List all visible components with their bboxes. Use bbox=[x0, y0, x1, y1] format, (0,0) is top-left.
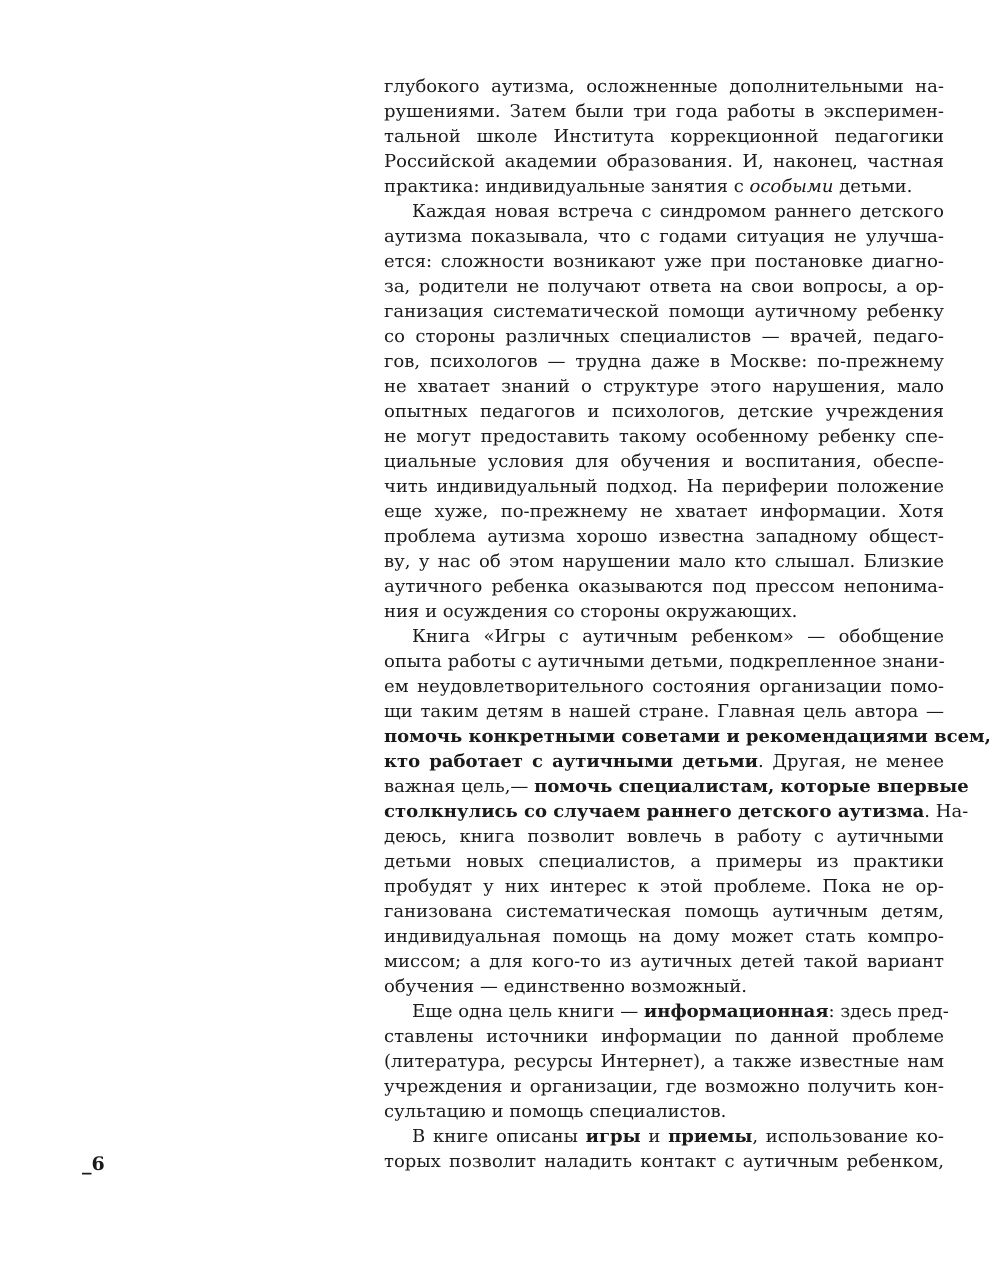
text-line bbox=[384, 249, 944, 274]
text-segment: сультацию и помощь специалистов. bbox=[384, 1101, 727, 1122]
text-line bbox=[384, 624, 944, 649]
text-line bbox=[384, 774, 969, 799]
text-segment: индивидуальная помощь на дому может стать компро- bbox=[384, 926, 944, 947]
paragraph bbox=[384, 74, 944, 199]
text-segment: ем неудовлетворительного состояния организации помо- bbox=[384, 676, 944, 697]
text-segment: : здесь пред- bbox=[828, 1001, 949, 1022]
text-line bbox=[384, 524, 944, 549]
text-line bbox=[384, 174, 944, 199]
text-line bbox=[384, 124, 944, 149]
text-line bbox=[384, 1149, 944, 1174]
text-line bbox=[384, 599, 944, 624]
text-segment: важная цель,— bbox=[384, 776, 535, 797]
bold-text: помочь специалистам, которые впервые bbox=[534, 776, 969, 797]
text-line bbox=[384, 974, 944, 999]
text-line bbox=[384, 374, 944, 399]
text-line bbox=[384, 399, 944, 424]
text-segment: торых позволит наладить контакт с аутичным ребенком, bbox=[384, 1151, 944, 1172]
text-segment: , использование ко- bbox=[752, 1126, 945, 1147]
text-segment: обучения — единственно возможный. bbox=[384, 976, 747, 997]
text-line bbox=[384, 224, 944, 249]
text-segment: . Другая, не менее bbox=[758, 751, 944, 772]
text-line bbox=[384, 849, 944, 874]
text-line bbox=[384, 149, 944, 174]
text-line bbox=[384, 499, 944, 524]
text-segment: циальные условия для обучения и воспитания, обеспе- bbox=[384, 451, 944, 472]
text-segment: детьми новых специалистов, а примеры из практики bbox=[384, 851, 944, 872]
text-segment: Каждая новая встреча с синдромом раннего детского bbox=[412, 201, 944, 222]
text-segment: деюсь, книга позволит вовлечь в работу с аутичными bbox=[384, 826, 944, 847]
text-segment: глубокого аутизма, осложненные дополнительными на- bbox=[384, 76, 944, 97]
text-segment: ганизована систематическая помощь аутичным детям, bbox=[384, 901, 944, 922]
text-segment: со стороны различных специалистов — врачей, педаго- bbox=[384, 326, 944, 347]
text-line bbox=[384, 874, 944, 899]
text-line bbox=[384, 424, 944, 449]
text-segment: миссом; а для кого-то из аутичных детей такой вариант bbox=[384, 951, 944, 972]
text-segment: . На- bbox=[924, 801, 969, 822]
page-number: _6 bbox=[82, 1153, 105, 1175]
body-text bbox=[384, 74, 991, 1174]
text-segment: ганизация систематической помощи аутичному ребенку bbox=[384, 301, 944, 322]
text-line bbox=[384, 699, 944, 724]
text-segment: Российской академии образования. И, наконец, частная bbox=[384, 151, 944, 172]
text-segment: рушениями. Затем были три года работы в эксперимен- bbox=[384, 101, 944, 122]
text-line bbox=[384, 724, 991, 749]
bold-text: столкнулись со случаем раннего детского аутизма bbox=[384, 801, 925, 822]
text-line bbox=[384, 449, 944, 474]
text-line bbox=[384, 299, 944, 324]
italic-text: особыми bbox=[749, 176, 834, 197]
text-line bbox=[384, 274, 944, 299]
text-segment: ния и осуждения со стороны окружающих. bbox=[384, 601, 798, 622]
text-segment: проблема аутизма хорошо известна западному общест- bbox=[384, 526, 944, 547]
text-line bbox=[384, 99, 944, 124]
text-segment: опыта работы с аутичными детьми, подкрепленное знани- bbox=[384, 651, 945, 672]
text-segment: Книга «Игры с аутичным ребенком» — обобщение bbox=[412, 626, 944, 647]
text-line bbox=[384, 74, 944, 99]
text-segment: детьми. bbox=[833, 176, 913, 197]
text-line bbox=[384, 999, 949, 1024]
text-line bbox=[384, 799, 969, 824]
text-line bbox=[384, 824, 944, 849]
text-line bbox=[384, 199, 944, 224]
text-segment: (литература, ресурсы Интернет), а также известные нам bbox=[384, 1051, 944, 1072]
text-segment: ву, у нас об этом нарушении мало кто слышал. Близкие bbox=[384, 551, 944, 572]
text-line bbox=[384, 574, 944, 599]
text-line bbox=[384, 1124, 944, 1149]
text-line bbox=[384, 474, 944, 499]
text-segment: пробудят у них интерес к этой проблеме. Пока не ор- bbox=[384, 876, 944, 897]
bold-text: кто работает с аутичными детьми bbox=[384, 751, 759, 772]
text-line bbox=[384, 649, 944, 674]
text-line bbox=[384, 324, 944, 349]
text-segment: учреждения и организации, где возможно получить кон- bbox=[384, 1076, 944, 1097]
text-line bbox=[384, 924, 944, 949]
text-line bbox=[384, 549, 944, 574]
text-segment: Еще одна цель книги — bbox=[412, 1001, 644, 1022]
text-line bbox=[384, 1074, 944, 1099]
text-segment: аутизма показывала, что с годами ситуация не улучша- bbox=[384, 226, 944, 247]
text-segment: еще хуже, по-прежнему не хватает информации. Хотя bbox=[384, 501, 944, 522]
text-segment: тальной школе Института коррекционной педагогики bbox=[384, 126, 944, 147]
text-segment: за, родители не получают ответа на свои вопросы, а ор- bbox=[384, 276, 944, 297]
text-segment: щи таким детям в нашей стране. Главная цель автора — bbox=[384, 701, 944, 722]
bold-text: игры bbox=[585, 1126, 641, 1147]
text-segment: и bbox=[640, 1126, 669, 1147]
paragraph bbox=[384, 624, 991, 999]
text-line bbox=[384, 349, 944, 374]
text-segment: практика: индивидуальные занятия с bbox=[384, 176, 750, 197]
paragraph bbox=[384, 999, 949, 1124]
text-segment: аутичного ребенка оказываются под прессом непонима- bbox=[384, 576, 944, 597]
text-segment: гов, психологов — трудна даже в Москве: по-прежнему bbox=[384, 351, 944, 372]
text-segment: опытных педагогов и психологов, детские учреждения bbox=[384, 401, 944, 422]
text-line bbox=[384, 1099, 944, 1124]
text-line bbox=[384, 1024, 944, 1049]
bold-text: помочь конкретными советами и рекомендациями всем, bbox=[384, 726, 991, 747]
text-line bbox=[384, 899, 944, 924]
text-line bbox=[384, 749, 944, 774]
text-line bbox=[384, 1049, 944, 1074]
bold-text: приемы bbox=[668, 1126, 753, 1147]
text-segment: чить индивидуальный подход. На периферии положение bbox=[384, 476, 944, 497]
text-line bbox=[384, 674, 944, 699]
text-segment: ставлены источники информации по данной проблеме bbox=[384, 1026, 944, 1047]
text-segment: не хватает знаний о структуре этого нарушения, мало bbox=[384, 376, 944, 397]
paragraph bbox=[384, 1124, 944, 1174]
text-segment: не могут предоставить такому особенному ребенку спе- bbox=[384, 426, 944, 447]
bold-text: информационная bbox=[643, 1001, 829, 1022]
text-segment: В книге описаны bbox=[412, 1126, 586, 1147]
text-line bbox=[384, 949, 944, 974]
text-segment: ется: сложности возникают уже при постановке диагно- bbox=[384, 251, 944, 272]
paragraph bbox=[384, 199, 944, 624]
